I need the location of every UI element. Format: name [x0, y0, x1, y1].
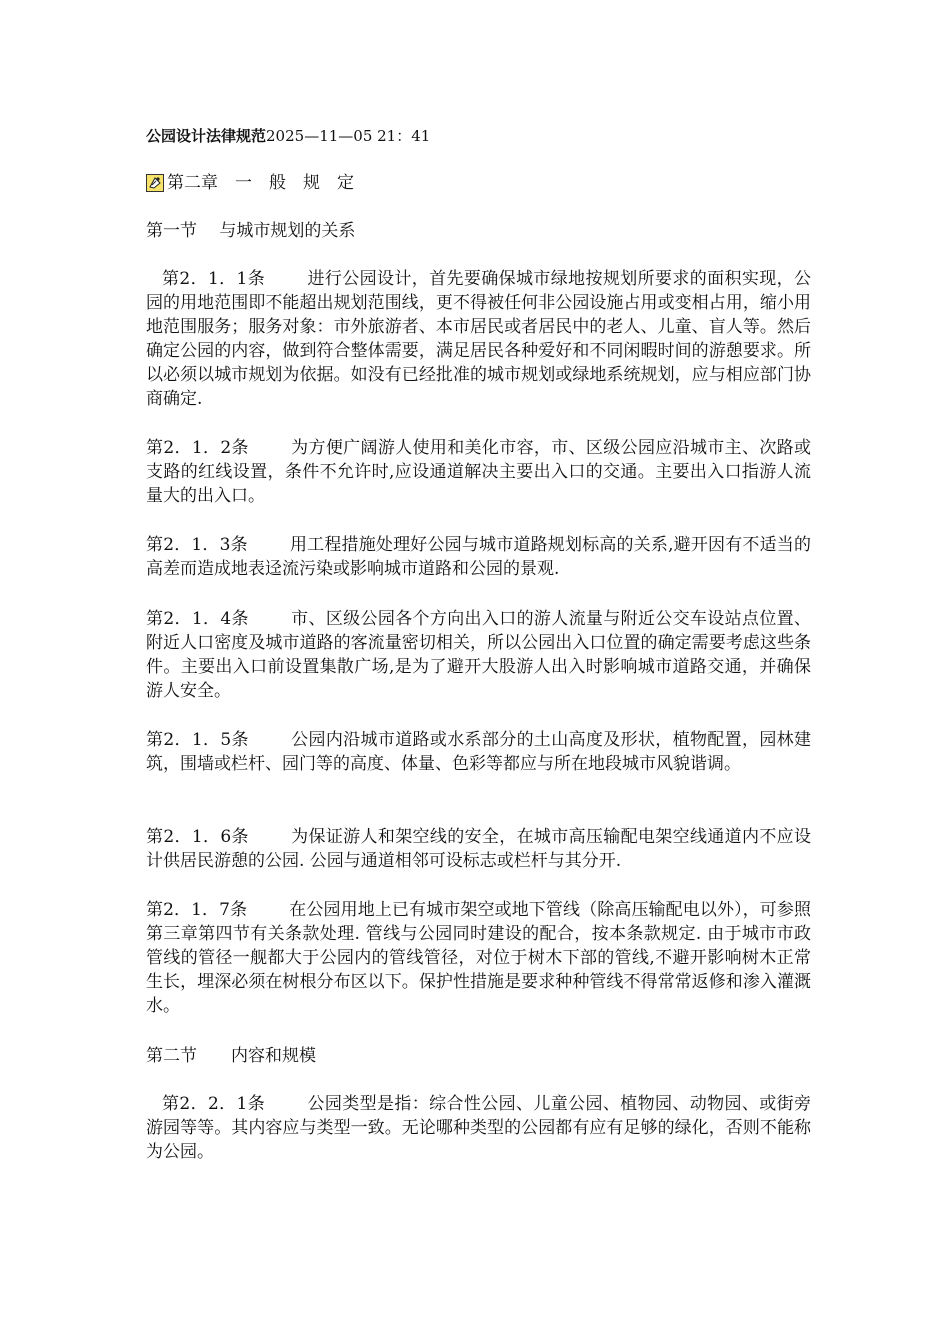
article-number: 第2．1．4条: [146, 609, 249, 629]
document-header: [146, 126, 430, 146]
article-number: 第2．1．1条: [162, 269, 266, 289]
article-text: 为保证游人和架空线的安全，在城市高压输配电架空线通道内不应设计供居民游憩的公园. 公园与通道相邻可设标志或栏杆与其分开.: [146, 827, 811, 871]
article-number: 第2．1．2条: [146, 438, 249, 458]
document-date: 2025—11—05 21：41: [266, 127, 431, 145]
section-heading-2: 第二节 内容和规模: [146, 1046, 316, 1066]
article-2-1-5: [146, 728, 811, 776]
article-number: 第2．2．1条: [162, 1094, 266, 1114]
article-number: 第2．1．6条: [146, 827, 249, 847]
article-text: 市、区级公园各个方向出入口的游人流量与附近公交车设站点位置、附近人口密度及城市道路的客流量密切相关，所以公园出入口位置的确定需要考虑这些条件。主要出入口前设置集散广场,是为了避开大股游人出入时影响城市道路交通，并确保游人安全。: [146, 609, 811, 701]
document-title: 公园设计法律规范: [146, 127, 267, 145]
article-number: 第2．1．7条: [146, 900, 248, 920]
section-heading-1: 第一节 与城市规划的关系: [146, 221, 356, 241]
article-2-2-1: [146, 1092, 811, 1164]
article-number: 第2．1．5条: [146, 730, 249, 750]
chapter-heading: [146, 171, 354, 195]
article-2-1-4: [146, 607, 811, 703]
article-text: 进行公园设计，首先要确保城市绿地按规划所要求的面积实现，公园的用地范围即不能超出规划范围线，更不得被任何非公园设施占用或变相占用，缩小用地范围服务；服务对象：市外旅游者、本市居民或者居民中的老人、儿童、盲人等。然后确定公园的内容，做到符合整体需要，满足居民各种爱好和不同闲暇时间的游憩要求。所以必须以城市规划为依据。如没有已经批准的城市规划或绿地系统规划，应与相应部门协商确定.: [146, 269, 812, 409]
article-text: 公园类型是指：综合性公园、儿童公园、植物园、动物园、或街旁游园等等。其内容应与类型一致。无论哪种类型的公园都有应有足够的绿化，否则不能称为公园。: [146, 1094, 812, 1162]
article-number: 第2．1．3条: [146, 535, 248, 555]
article-text: 在公园用地上已有城市架空或地下管线（除高压输配电以外），可参照第三章第四节有关条款处理. 管线与公园同时建设的配合，按本条款规定. 由于城市市政管线的管径一舰都大于公园内的管线管径，对位于树木下部的管线,不避开影响树木正常生长，埋深必须在树根分布区以下。保护性措施是要求种种管线不得常常返修和渗入灌溉水。: [146, 900, 812, 1016]
article-text: 用工程措施处理好公园与城市道路规划标高的关系,避开因有不适当的高差而造成地表迳流污染或影响城市道路和公园的景观.: [146, 535, 811, 579]
article-2-1-3: [146, 533, 811, 581]
article-2-1-2: [146, 436, 811, 508]
article-text: 公园内沿城市道路或水系部分的土山高度及形状，植物配置，园林建筑，围墙或栏杆、园门等的高度、体量、色彩等都应与所在地段城市风貌谐调。: [146, 730, 811, 774]
article-2-1-6: [146, 825, 811, 873]
article-2-1-1: [146, 267, 811, 411]
chapter-title: 第二章 一 般 规 定: [167, 173, 354, 193]
article-text: 为方便广阔游人使用和美化市容，市、区级公园应沿城市主、次路或支路的红线设置，条件不允许时,应设通道解决主要出入口的交通。主要出入口指游人流量大的出入口。: [146, 438, 811, 506]
article-2-1-7: [146, 898, 811, 1018]
document-icon: [146, 174, 164, 192]
